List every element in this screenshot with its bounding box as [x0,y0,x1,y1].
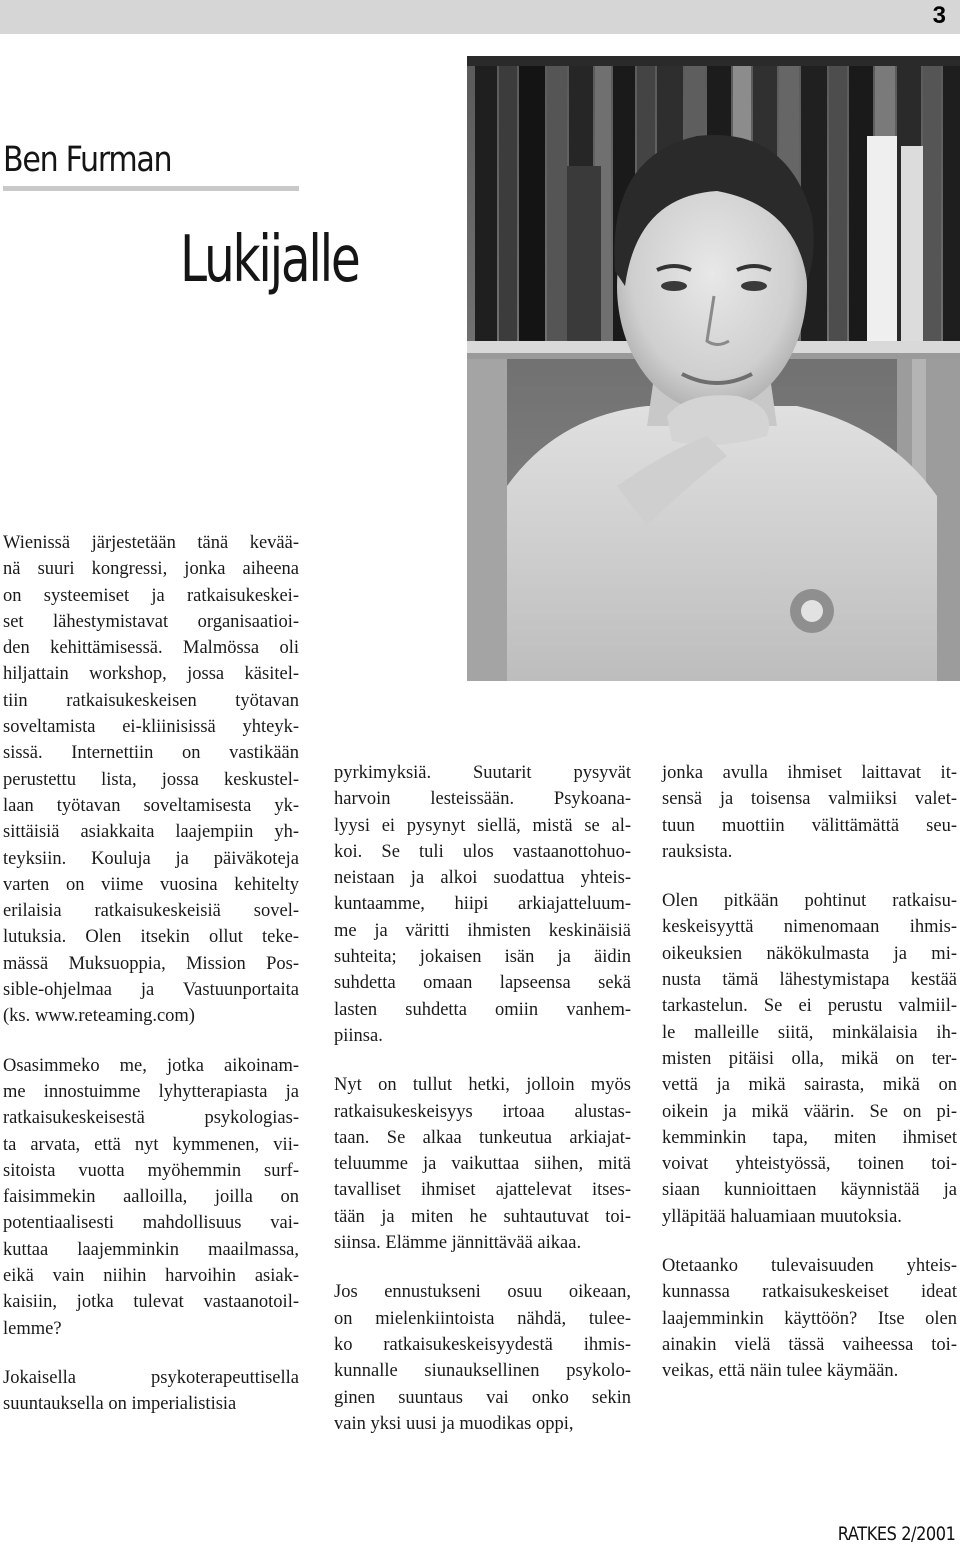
text-line: soveltamista ei-kliinisissä yhteyk- [3,717,299,738]
text-line: sensä ja toisensa valmiiksi valet- [662,789,957,810]
text-line: ratkaisukeskeisestä psykologias- [3,1108,299,1129]
text-line: on systeemiset ja ratkaisukeskei- [3,585,299,606]
text-line: kunnassa ratkaisukeskeiset ideat [662,1282,957,1303]
text-line: kuttaa laajemminkin maailmassa, [3,1239,299,1260]
text-line: suhdetta omaan lapseensa sekä [334,973,631,994]
text-line: sissä. Internettiin on vastikään [3,743,299,764]
author-underline [3,186,299,191]
text-line: teluumme ja vaikuttaa siihen, mitä [334,1154,631,1175]
text-line: tiin ratkaisukeskeisen työtavan [3,690,299,711]
text-line: lasten suhdetta omiin vanhem- [334,999,631,1020]
text-line: vain yksi uusi ja muodikas oppi, [334,1413,574,1434]
page-number: 3 [932,2,946,29]
text-line: faisimmekin aalloilla, joilla on [3,1187,299,1208]
text-line: on mielenkiintoista nähdä, tulee- [334,1308,631,1329]
text-line: jonka avulla ihmiset laittavat it- [662,763,957,783]
text-line: me innostuimme lyhytterapiasta ja [3,1081,299,1102]
text-line: tään ja miten he suhtautuvat toi- [334,1206,631,1227]
header-band [0,0,960,34]
text-line: me ja väritti ihmisten keskinäisiä [334,920,631,941]
text-line: lutuksia. Olen itsekin ollut teke- [3,927,299,948]
paragraph [662,1253,957,1384]
text-line: harvoin lesteissään. Psykoana- [334,789,631,810]
text-line: sitoista vuotta myöhemmin surf- [3,1160,299,1181]
text-line: ko ratkaisukeskeisyydestä ihmis- [334,1334,631,1355]
text-line: kaisiin, jotka tulevat vastaanotoil- [3,1292,299,1313]
author-portrait-photo [467,56,960,681]
text-line: perustettu lista, jossa keskustel- [3,769,299,790]
text-line: suhteita; jokaisen isän ja äidin [334,947,631,968]
text-line: kunnalle siunauksellinen psykolo- [334,1361,631,1382]
paragraph [334,760,631,1049]
text-line: koi. Se tuli ulos vastaanottohuo- [334,841,631,862]
text-line: Osasimmeko me, jotka aikoinam- [3,1055,299,1076]
text-line: tarkastelun. Se ei perustu valmiil- [662,996,957,1017]
text-line: rauksista. [662,841,733,862]
text-line: Nyt on tullut hetki, jolloin myös [334,1075,631,1096]
author-name: Ben Furman [3,140,172,180]
text-line: taan. Se alkaa tunkeutua arkiajat- [334,1127,631,1148]
text-line: erilaisia ratkaisukeskeisiä sovel- [3,901,299,922]
text-line: siaan kunnioittaen käynnistää ja [662,1180,957,1201]
text-line: lemme? [3,1318,62,1339]
text-line: nä suuri kongressi, jonka aiheena [3,559,299,580]
text-line: voivat yhteistyössä, toinen toi- [662,1154,957,1175]
text-line: hiljattain workshop, jossa käsitel- [3,664,299,685]
text-line: piinsa. [334,1025,383,1046]
paragraph [662,888,957,1230]
text-line: ginen suuntaus vai onko sekin [334,1387,631,1408]
text-line: kuntaamme, hiipi arkiajatteluum- [334,894,631,915]
text-line: neistaan ja alkoi suodattua yhteis- [334,868,631,889]
text-line: ainakin vielä tässä vaiheessa toi- [662,1334,957,1355]
text-line: veikas, että näin tulee käymään. [662,1361,899,1382]
paragraph [334,1279,631,1437]
text-line: teyksiin. Kouluja ja päiväkoteja [3,848,299,869]
text-line: sittäisiä asiakkaita laajempiin yh- [3,822,299,843]
text-line: lyysi ei pysynyt siellä, mistä se al- [334,815,631,836]
text-line: oikeuksien näkökulmasta ja mi- [662,943,957,964]
text-line: laan työtavan soveltamisesta yk- [3,795,299,816]
text-line: vettä ja mikä sairasta, mikä on [662,1075,957,1096]
text-line: laajemminkin käyttöön? Itse olen [662,1308,957,1329]
article-title: Lukijalle [180,223,359,297]
paragraph [3,530,299,1030]
text-line: potentiaalisesti mahdollisuus vai- [3,1213,299,1234]
text-line: ratkaisukeskeisyys irtoaa alustas- [334,1101,631,1122]
text-line: siinsa. Elämme jännittävää aikaa. [334,1233,582,1254]
text-line: Jokaisella psykoterapeuttisella [3,1367,299,1388]
portrait-photo-icon [467,56,960,681]
text-line: set lähestymistavat organisaatioi- [3,611,299,632]
text-line: mässä Muksuoppia, Mission Pos- [3,953,299,974]
text-line: Wienissä järjestetään tänä kevää- [3,533,299,553]
text-line: oikein ja mikä väärin. Se on pi- [662,1101,957,1122]
text-column-3 [662,760,957,1408]
text-line: le malleille siitä, minkälaisia ih- [662,1022,957,1043]
text-line: eikä vain niihin harvoihin asiak- [3,1266,299,1287]
text-line: suuntauksella on imperialistisia [3,1394,237,1415]
paragraph [662,760,957,865]
paragraph [3,1365,299,1418]
text-line: keskeisyyttä nimenomaan ihmis- [662,917,957,938]
paragraph [334,1072,631,1256]
text-line: Jos ennustukseni osuu oikeaan, [334,1282,631,1303]
text-line: ylläpitää haluamiaan muutoksia. [662,1206,902,1227]
text-line: varten on viime vuosina kehitelty [3,874,299,895]
paragraph [3,1053,299,1342]
text-line: sible-ohjelmaa ja Vastuunportaita [3,980,299,1001]
text-line: pyrkimyksiä. Suutarit pysyvät [334,763,631,783]
text-line: tavalliset ihmiset ajattelevat itses- [334,1180,631,1201]
text-column-2 [334,760,631,1460]
text-line: tuun muottiin välittämättä seu- [662,815,957,836]
text-column-1 [3,530,299,1441]
text-line: kemminkin tapa, miten ihmiset [662,1127,957,1148]
text-line: Otetaanko tulevaisuuden yhteis- [662,1256,957,1277]
publication-footer: RATKES 2/2001 [837,1523,955,1545]
text-line: den kehittämisessä. Malmössa oli [3,638,299,659]
text-line: misten pitäisi olla, mikä on ter- [662,1048,957,1069]
text-line: ta arvata, että nyt kymmenen, vii- [3,1134,299,1155]
text-line: (ks. www.reteaming.com) [3,1006,195,1027]
text-line: Olen pitkään pohtinut ratkaisu- [662,891,957,912]
text-line: nusta tämä lähestymistapa kestää [662,970,957,991]
